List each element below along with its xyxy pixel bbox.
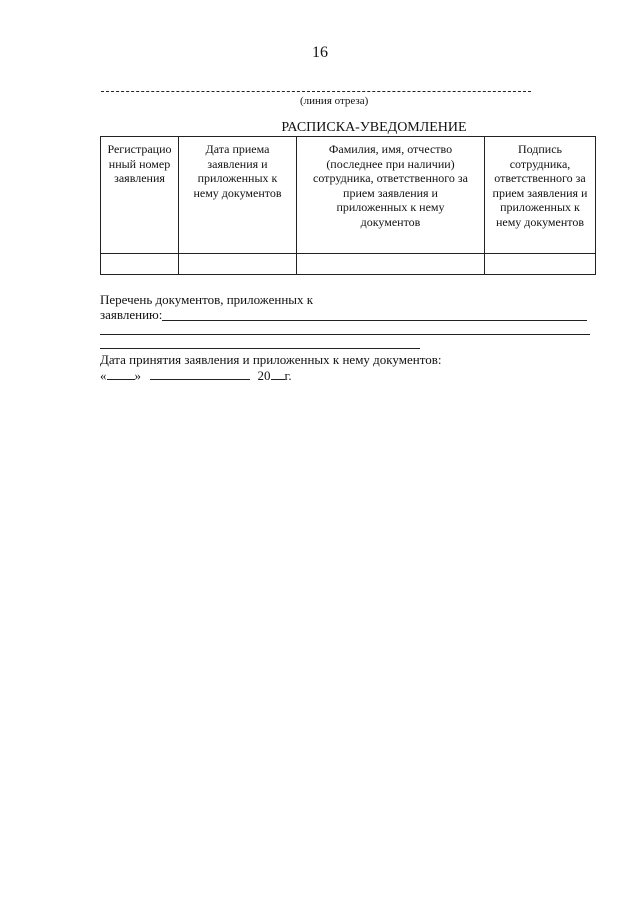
receipt-table-empty-row [101,254,596,275]
cut-line-caption: (линия отреза) [300,95,369,107]
header-line: Подпись [517,142,563,156]
close-quote: » [134,368,141,383]
cell-employee-signature[interactable] [485,254,596,275]
header-line: ответственного за [494,171,586,185]
acceptance-date-row [100,368,292,383]
header-line: приложенных к нему [336,200,445,214]
header-line: приложенных к [197,171,278,185]
month-blank[interactable] [150,368,250,380]
header-registration-number [101,137,179,254]
header-line: сотрудника, [509,156,571,171]
header-line: документов [360,214,421,229]
header-line: сотрудника, ответственного за [313,171,468,185]
header-line: нему документов [495,214,585,229]
receipt-table [100,136,596,275]
open-quote: « [100,368,107,383]
receipt-table-header-row [101,137,596,254]
header-line: прием заявления и [492,185,588,200]
header-line: заявления [114,171,165,185]
header-receipt-date [179,137,297,254]
cut-line [101,91,531,92]
day-blank[interactable] [107,368,135,380]
documents-list-blank-line-1[interactable] [162,320,587,321]
page-number: 16 [312,44,328,61]
receipt-title: РАСПИСКА-УВЕДОМЛЕНИЕ [281,120,467,135]
year-suffix: г. [284,368,292,383]
header-line: Дата приема [205,142,270,156]
header-line: приложенных к [500,200,580,214]
documents-list-blank-line-2[interactable] [100,334,590,335]
header-line: заявления и [207,156,268,171]
cell-employee-name[interactable] [297,254,485,275]
documents-list-label: Перечень документов, приложенных к [100,292,314,307]
year-prefix: 20 [257,368,271,383]
cell-receipt-date[interactable] [179,254,297,275]
documents-list-label-continued: заявлению: [100,307,163,322]
documents-list-blank-line-3[interactable] [100,348,420,349]
header-line: нему документов [193,185,282,200]
header-employee-signature [485,137,596,254]
acceptance-date-label: Дата принятия заявления и приложенных к нему документов: [100,352,442,367]
header-employee-name [297,137,485,254]
header-line: Фамилия, имя, отчество [328,142,453,156]
header-line: нный номер [108,156,171,171]
year-blank[interactable] [271,368,285,380]
header-line: прием заявления и [343,185,438,200]
header-line: (последнее при наличии) [326,156,455,171]
cell-registration-number[interactable] [101,254,179,275]
header-line: Регистрацио [107,142,172,156]
